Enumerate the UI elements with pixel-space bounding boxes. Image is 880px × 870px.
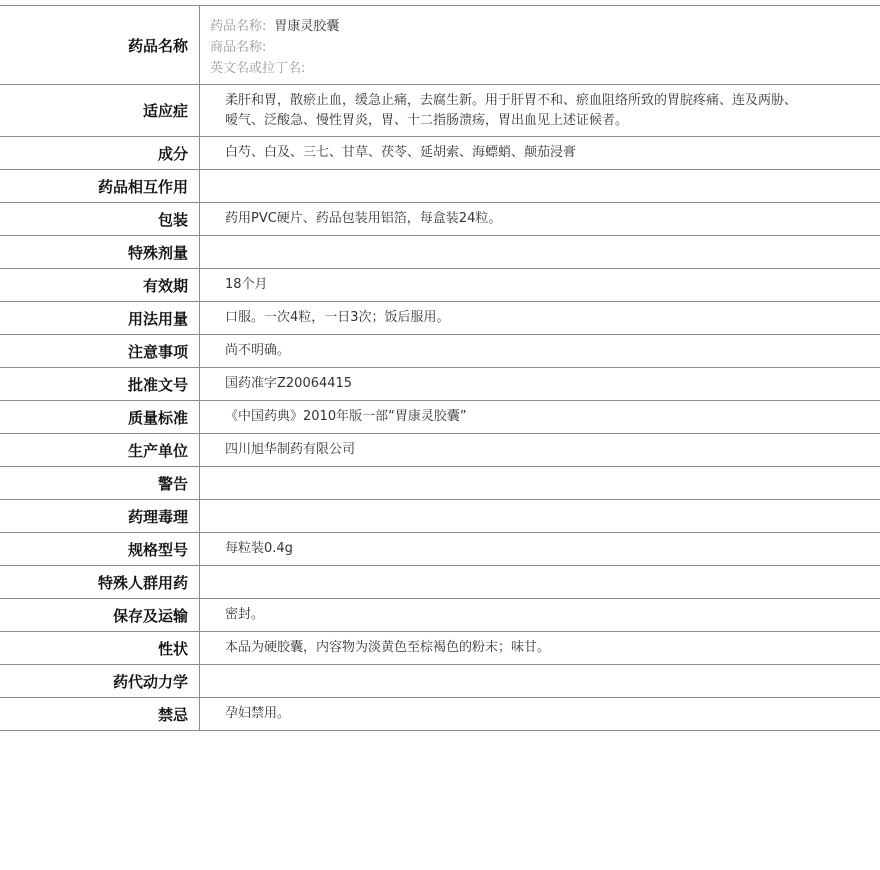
row-value: 密封。 (225, 607, 265, 622)
row-label: 用法用量 (0, 302, 200, 334)
row-value: 尚不明确。 (225, 343, 291, 358)
row-value (200, 500, 880, 532)
row-label: 适应症 (0, 85, 200, 136)
table-row-specification (0, 533, 880, 566)
table-row-storage (0, 599, 880, 632)
row-label: 药理毒理 (0, 500, 200, 532)
row-value: 国药准字Z20064415 (225, 376, 353, 391)
row-value (200, 467, 880, 499)
row-value: 四川旭华制药有限公司 (225, 442, 356, 457)
table-row-pharmacokinetics (0, 665, 880, 698)
row-label: 保存及运输 (0, 599, 200, 631)
row-label: 药品名称 (0, 6, 200, 84)
row-value: 药用PVC硬片、药品包装用铝箔，每盒装24粒。 (225, 211, 502, 226)
row-value: 每粒装0.4g (225, 541, 293, 556)
row-value (200, 665, 880, 697)
table-row-shelf-life (0, 269, 880, 302)
row-value: 口服。一次4粒，一日3次；饭后服用。 (225, 310, 450, 325)
generic-name-key: 药品名称: (210, 19, 267, 34)
table-row-precautions (0, 335, 880, 368)
row-value: 孕妇禁用。 (225, 706, 291, 721)
row-label: 警告 (0, 467, 200, 499)
row-value: 白芍、白及、三七、甘草、茯苓、延胡索、海螵蛸、颠茄浸膏 (225, 145, 577, 160)
table-row-dosage (0, 302, 880, 335)
row-label: 药品相互作用 (0, 170, 200, 202)
row-value (200, 236, 880, 268)
row-value: 本品为硬胶囊，内容物为淡黄色至棕褐色的粉末；味甘。 (225, 640, 551, 655)
generic-name-value: 胃康灵胶囊 (274, 19, 340, 34)
drug-info-table (0, 5, 880, 731)
row-value (200, 170, 880, 202)
row-label: 有效期 (0, 269, 200, 301)
row-label: 性状 (0, 632, 200, 664)
table-row-pharmacology (0, 500, 880, 533)
table-row-interactions (0, 170, 880, 203)
trade-name-line (210, 37, 880, 58)
row-value: 《中国药典》2010年版一部“胃康灵胶囊” (225, 409, 467, 424)
english-name-key: 英文名或拉丁名: (210, 61, 306, 76)
row-label: 注意事项 (0, 335, 200, 367)
table-row-approval-number (0, 368, 880, 401)
table-row-manufacturer (0, 434, 880, 467)
row-label: 特殊剂量 (0, 236, 200, 268)
table-row-special-dosage (0, 236, 880, 269)
drug-name-block (200, 6, 880, 84)
table-row-ingredients (0, 137, 880, 170)
table-row-indications (0, 85, 880, 137)
row-label: 成分 (0, 137, 200, 169)
table-row-quality-standard (0, 401, 880, 434)
row-value: 柔肝和胃，散瘀止血，缓急止痛，去腐生新。用于肝胃不和、瘀血阻络所致的胃脘疼痛、连及两胁、嗳气、泛酸急、慢性胃炎，胃、十二指肠溃疡，胃出血见上述证候者。 (225, 92, 798, 128)
table-row-description (0, 632, 880, 665)
table-row-contraindications (0, 698, 880, 731)
trade-name-key: 商品名称: (210, 40, 267, 55)
generic-name-line (210, 16, 880, 37)
row-label: 包装 (0, 203, 200, 235)
table-row-warning (0, 467, 880, 500)
row-label: 规格型号 (0, 533, 200, 565)
row-label: 药代动力学 (0, 665, 200, 697)
row-label: 批准文号 (0, 368, 200, 400)
table-row-special-populations (0, 566, 880, 599)
row-label: 禁忌 (0, 698, 200, 730)
row-label: 质量标准 (0, 401, 200, 433)
row-label: 特殊人群用药 (0, 566, 200, 598)
table-row-packaging (0, 203, 880, 236)
row-value: 18个月 (225, 277, 268, 292)
table-row-drug-name (0, 6, 880, 85)
row-label: 生产单位 (0, 434, 200, 466)
english-name-line (210, 58, 880, 79)
row-value (200, 566, 880, 598)
